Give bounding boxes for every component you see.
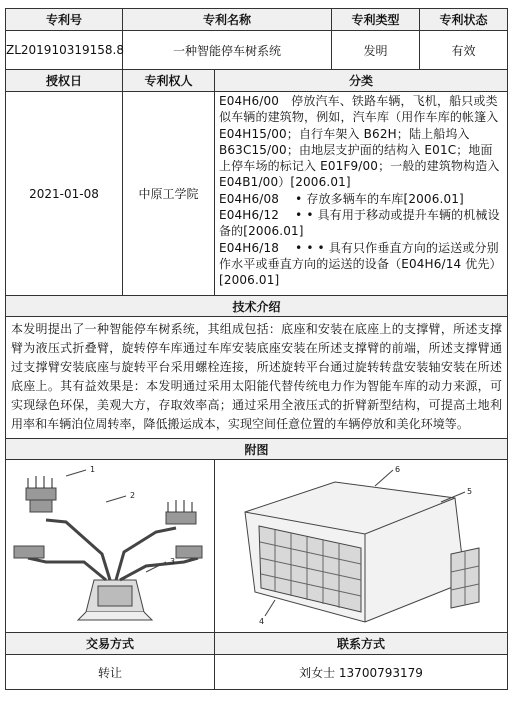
- figure-left-cell: [6, 460, 215, 633]
- figure-label: 3: [170, 557, 176, 566]
- parking-tree-drawing: [6, 462, 211, 630]
- patent-sheet: [5, 8, 507, 690]
- contact-info: 刘女士 13700793179: [215, 655, 508, 690]
- figure-label: 2: [130, 491, 136, 500]
- figure-label: 6: [395, 465, 401, 474]
- header-tech-intro: 技术介绍: [6, 296, 508, 317]
- header-trade-mode: 交易方式: [6, 633, 215, 655]
- figure-label: 5: [467, 487, 473, 496]
- header-classification: 分类: [215, 70, 508, 92]
- classification-line: E04H6/18 • • • 具有只作垂直方向的运送或分别作水平或垂直方向的运送的设备（E04H6/14 优先）[2006.01]: [219, 240, 502, 288]
- figure-label: 1: [90, 465, 96, 474]
- figure-right-cell: [215, 460, 508, 633]
- header-patent-name: 专利名称: [123, 9, 332, 31]
- classification-line: E04H6/08 • 存放多辆车的车库[2006.01]: [219, 191, 464, 206]
- patent-status: 有效: [420, 31, 508, 70]
- figure-label: 4: [259, 617, 265, 626]
- patentee: 中原工学院: [123, 92, 215, 296]
- header-patent-type: 专利类型: [332, 9, 420, 31]
- classification-list: [215, 92, 508, 296]
- patent-number: ZL201910319158.8: [6, 31, 123, 70]
- grant-date: 2021-01-08: [6, 92, 123, 296]
- header-figure: 附图: [6, 439, 508, 460]
- header-patent-status: 专利状态: [420, 9, 508, 31]
- patent-name: 一种智能停车树系统: [123, 31, 332, 70]
- header-patentee: 专利权人: [123, 70, 215, 92]
- classification-line: E04H6/12 • • 具有用于移动或提升车辆的机械设备的[2006.01]: [219, 208, 500, 239]
- header-patent-no: 专利号: [6, 9, 123, 31]
- patent-table: [5, 8, 508, 690]
- solar-garage-drawing: [215, 462, 503, 630]
- tech-description: 本发明提出了一种智能停车树系统，其组成包括：底座和安装在底座上的支撑臂，所述支撑臂为液压式折叠臂，旋转停车库通过车库安装底座安装在所述支撑臂的前端，所述支撑臂通过支撑臂安装底座与旋转平台采用螺栓连接，所述旋转平台通过旋转转盘安装轴安装在所述底座上。其有益效果是：本发明通过采用太阳能代替传统电力作为智能车库的动力来源，可实现绿色环保，美观大方，存取效率高；通过采用全液压式的折臂新型结构，可提高土地利用率和车辆泊位周转率，降低搬运成本，实现空间任意位置的车辆停放和美化环境等。: [6, 317, 508, 439]
- header-contact: 联系方式: [215, 633, 508, 655]
- classification-line: E04H6/00 停放汽车、铁路车辆，飞机，船只或类似车辆的建筑物，例如，汽车库（用作车库的帐篷入 E04H15/00；自行车架入 B62H；陆上船坞入 B63C15/00；由地层支护面的结构入 E01C；地面上停车场的标记入 E01F9/00；一般的建筑物构造入 E04B1/00）[2006.01]: [219, 94, 500, 190]
- header-grant-date: 授权日: [6, 70, 123, 92]
- patent-type: 发明: [332, 31, 420, 70]
- trade-mode: 转让: [6, 655, 215, 690]
